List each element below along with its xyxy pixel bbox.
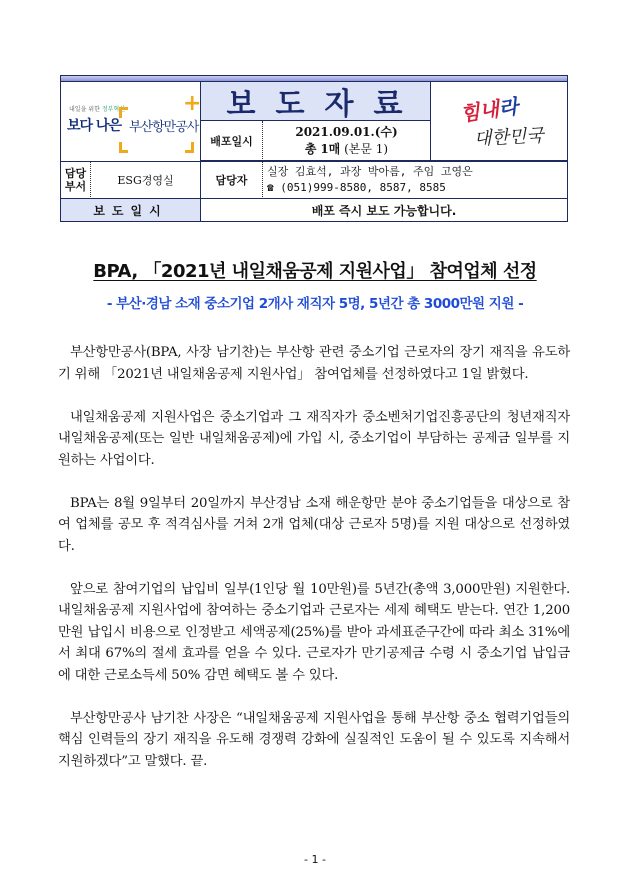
distribution-value xyxy=(263,121,431,161)
press-release-header-table xyxy=(60,75,568,222)
slogan-line1 xyxy=(458,90,519,127)
logo-wordmark xyxy=(67,115,198,135)
pages-prefix: 총 xyxy=(304,141,317,156)
page-count xyxy=(305,141,388,158)
subheadline: - 부산·경남 소재 중소기업 2개사 재직자 5명, 5년간 총 3000만원 지원 - xyxy=(106,296,524,312)
department-value: ESG경영실 xyxy=(91,161,201,199)
slogan-line2: 대한민국 xyxy=(473,124,545,150)
paragraph: BPA는 8월 9일부터 20일까지 부산경남 소재 해운항만 분야 중소기업들을 대상으로 참여 업체를 공모 후 적격심사를 거쳐 2개 업체(대상 근로자 5명)를 지원 대상으로 선정하였다. xyxy=(58,495,570,554)
release-label: 보도일시 xyxy=(61,199,201,221)
document-title: 보도자료 xyxy=(201,82,431,121)
logo-main-text: 보다 나은 xyxy=(67,118,121,134)
contact-phone: (051)999-8580, 8587, 8585 xyxy=(280,181,446,194)
bracket-decoration xyxy=(119,142,128,153)
pages-suffix: (본문 1) xyxy=(344,141,389,156)
paragraph: 앞으로 참여기업의 납입비 일부(1인당 월 10만원)를 5년간(총액 3,000만원) 지원한다. 내일채움공제 지원사업에 참여하는 중소기업과 근로자는 세제 혜택도 받는다. 연간 1,200만원 납입시 비용으로 인정받고 세액공제(25%)를 받아 과세표준구간에 따라 최소 31%에서 최대 67%의 절세 효과를 얻을 수 있다. 근로자가 만기공제금 수령 시 중소기업 납입금에 대한 근로소득세 50% 감면 혜택도 볼 수 있다. xyxy=(58,581,570,683)
pages-count: 1매 xyxy=(320,141,341,156)
distribution-label: 배포일시 xyxy=(201,121,263,161)
bpa-logo xyxy=(61,82,201,161)
tagline-highlight: 정부혁신 xyxy=(101,106,125,113)
slogan-red: 힘내 xyxy=(458,96,501,126)
distribution-date: 2021.09.01.(수) xyxy=(295,124,398,139)
bracket-decoration xyxy=(185,142,194,153)
department-label-line2: 부서 xyxy=(64,180,87,193)
logo-tagline xyxy=(69,104,125,113)
release-value: 배포 즉시 보도 가능합니다. xyxy=(311,203,457,218)
paragraph: 내일채움공제 지원사업은 중소기업과 그 재직자가 중소벤처기업진흥공단의 청년재직자 내일채움공제(또는 일반 내일채움공제)에 가입 시, 중소기업이 부담하는 공제금 일부를 지원하는 사업이다. xyxy=(58,409,570,468)
department-label-line1: 담당 xyxy=(64,167,87,180)
phone-icon: ☎ xyxy=(267,181,274,194)
contact-value xyxy=(263,161,567,199)
paragraph: 부산항만공사(BPA, 사장 남기찬)는 부산항 관련 중소기업 근로자의 장기 재직을 유도하기 위해 「2021년 내일채움공제 지원사업」 참여업체를 선정하였다고 1일 밝혔다. xyxy=(58,345,570,382)
plus-icon: + xyxy=(183,91,202,116)
contact-label: 담당자 xyxy=(201,161,263,199)
department-label xyxy=(61,161,91,199)
logo-org-text: 부산항만공사 xyxy=(128,119,199,135)
headline-text: BPA, 「2021년 내일채움공제 지원사업」 참여업체 선정 xyxy=(93,261,537,282)
contact-people: 실장 김효석, 과장 박아름, 주임 고영은 xyxy=(267,165,473,178)
article-body xyxy=(58,342,570,794)
paragraph: 부산항만공사 남기찬 사장은 “내일채움공제 지원사업을 통해 부산항 중소 협력기업들의 핵심 인력들의 장기 재직을 유도해 경쟁력 강화에 실질적인 도움이 될 수 있도록 지속해서 지원하겠다”고 말했다. 끝. xyxy=(58,710,570,769)
headline xyxy=(0,257,630,283)
slogan-logo xyxy=(431,82,567,161)
tagline-prefix: 내일을 위한 xyxy=(69,106,100,113)
slogan-blue: 라 xyxy=(497,93,520,121)
page-number: - 1 - xyxy=(304,853,326,866)
contact-phone-line xyxy=(267,180,446,196)
